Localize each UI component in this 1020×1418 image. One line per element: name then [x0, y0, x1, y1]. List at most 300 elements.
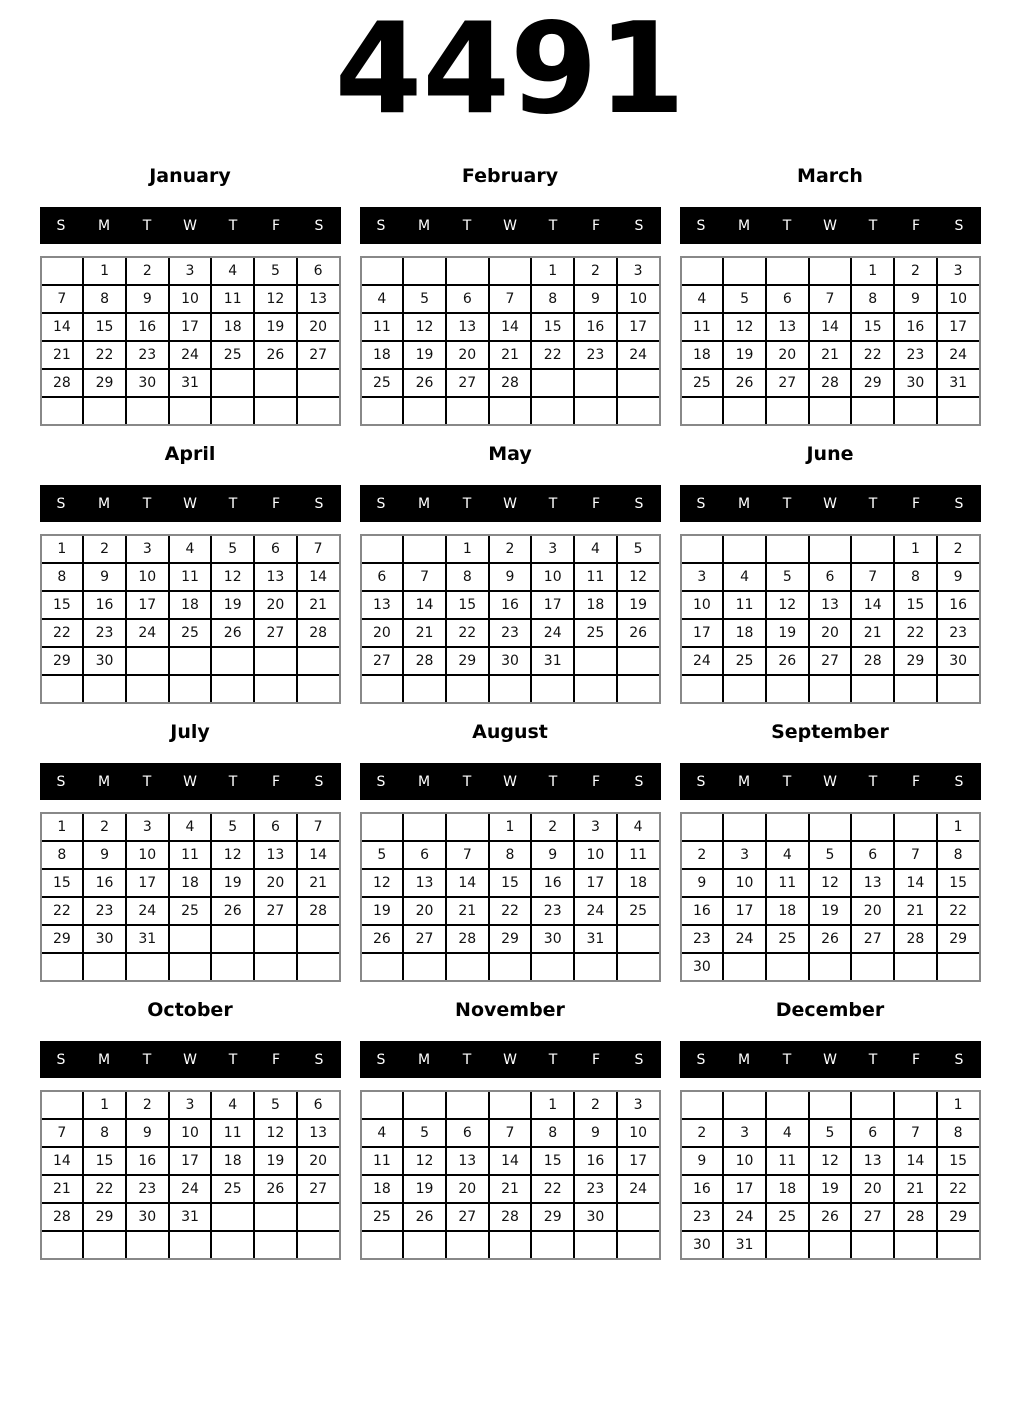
day-cell: 29 [852, 370, 893, 396]
day-cell: 28 [810, 370, 851, 396]
day-cell: 17 [532, 592, 573, 618]
day-cell: 7 [490, 1120, 531, 1146]
day-cell: 6 [298, 1092, 339, 1118]
day-cell: 9 [84, 842, 125, 868]
day-cell [170, 954, 211, 980]
day-cell: 17 [618, 1148, 659, 1174]
day-cell [362, 258, 403, 284]
day-cell [447, 1092, 488, 1118]
day-cell: 13 [767, 314, 808, 340]
day-cell [298, 954, 339, 980]
day-cell: 10 [618, 286, 659, 312]
month-block [680, 445, 981, 704]
day-cell: 8 [938, 1120, 979, 1146]
day-cell: 22 [852, 342, 893, 368]
day-cell: 2 [575, 1092, 616, 1118]
day-cell: 12 [767, 592, 808, 618]
day-cell: 4 [170, 536, 211, 562]
day-cell: 8 [84, 1120, 125, 1146]
day-cell: 5 [404, 1120, 445, 1146]
day-cell: 23 [84, 620, 125, 646]
day-cell [852, 1092, 893, 1118]
day-cell: 27 [404, 926, 445, 952]
day-cell [767, 954, 808, 980]
day-cell: 29 [42, 648, 83, 674]
day-cell: 9 [938, 564, 979, 590]
day-cell: 29 [84, 1204, 125, 1230]
day-cell: 31 [170, 1204, 211, 1230]
day-cell: 8 [84, 286, 125, 312]
day-cell: 30 [490, 648, 531, 674]
day-cell: 9 [682, 1148, 723, 1174]
day-cell: 20 [255, 870, 296, 896]
day-cell [255, 370, 296, 396]
day-cell [938, 676, 979, 702]
weekday-header [40, 485, 341, 522]
day-cell: 6 [767, 286, 808, 312]
day-cell: 21 [298, 870, 339, 896]
day-cell [447, 954, 488, 980]
day-cell: 26 [212, 898, 253, 924]
weekday-label: T [868, 1051, 878, 1068]
day-cell: 1 [938, 814, 979, 840]
day-cell: 11 [362, 1148, 403, 1174]
day-cell: 25 [682, 370, 723, 396]
day-cell [724, 676, 765, 702]
day-cell: 16 [682, 898, 723, 924]
day-cell [618, 676, 659, 702]
day-cell: 2 [84, 814, 125, 840]
day-cell: 13 [298, 286, 339, 312]
weekday-label: W [183, 1051, 197, 1068]
day-cell: 23 [575, 1176, 616, 1202]
day-cell: 1 [84, 1092, 125, 1118]
weekday-label: S [376, 1051, 386, 1068]
day-cell [575, 648, 616, 674]
day-cell [170, 1232, 211, 1258]
day-cell [682, 676, 723, 702]
day-cell: 15 [895, 592, 936, 618]
day-cell: 5 [362, 842, 403, 868]
month-name: January [149, 165, 231, 187]
day-cell: 13 [447, 314, 488, 340]
day-cell [170, 648, 211, 674]
weekday-label: F [591, 217, 601, 234]
day-cell [767, 1232, 808, 1258]
day-cell: 1 [42, 814, 83, 840]
day-cell: 11 [682, 314, 723, 340]
day-cell [810, 814, 851, 840]
day-cell [84, 1232, 125, 1258]
day-cell: 29 [532, 1204, 573, 1230]
day-cell [767, 814, 808, 840]
month-name: September [771, 721, 889, 743]
day-cell: 18 [170, 870, 211, 896]
day-cell [212, 676, 253, 702]
month-name: February [461, 165, 559, 187]
weekday-header [360, 1041, 661, 1078]
day-cell: 24 [724, 926, 765, 952]
weekday-label: F [591, 1051, 601, 1068]
day-cell: 13 [298, 1120, 339, 1146]
day-cell: 19 [724, 342, 765, 368]
day-cell: 30 [532, 926, 573, 952]
day-cell: 12 [212, 564, 253, 590]
day-cell [404, 814, 445, 840]
weekday-label: M [417, 773, 431, 790]
weekday-header [40, 207, 341, 244]
day-cell: 12 [810, 870, 851, 896]
day-cell [447, 398, 488, 424]
weekday-label: S [696, 217, 706, 234]
day-cell [618, 398, 659, 424]
day-cell [212, 648, 253, 674]
day-cell [532, 370, 573, 396]
day-cell [532, 1232, 573, 1258]
day-cell: 17 [170, 1148, 211, 1174]
day-cell [404, 954, 445, 980]
weekday-label: F [271, 495, 281, 512]
day-cell: 7 [298, 814, 339, 840]
day-cell [618, 954, 659, 980]
day-cell: 27 [852, 926, 893, 952]
weekday-label: T [548, 1051, 558, 1068]
month-name: December [775, 999, 885, 1021]
day-cell [362, 814, 403, 840]
weekday-label: S [954, 495, 964, 512]
day-cell: 8 [532, 1120, 573, 1146]
weekday-header [40, 763, 341, 800]
day-cell: 31 [170, 370, 211, 396]
day-cell [362, 954, 403, 980]
day-cell: 11 [170, 564, 211, 590]
day-cell: 29 [42, 926, 83, 952]
day-cell: 11 [575, 564, 616, 590]
day-cell: 15 [42, 592, 83, 618]
month-name: April [164, 443, 216, 465]
day-cell: 29 [938, 1204, 979, 1230]
day-cell: 14 [810, 314, 851, 340]
day-cell: 8 [895, 564, 936, 590]
day-cell: 16 [575, 314, 616, 340]
day-cell: 19 [767, 620, 808, 646]
weekday-label: W [503, 773, 517, 790]
day-cell [682, 398, 723, 424]
weekday-label: F [591, 495, 601, 512]
day-cell: 7 [852, 564, 893, 590]
day-cell: 28 [490, 370, 531, 396]
day-cell: 24 [170, 1176, 211, 1202]
day-cell [618, 926, 659, 952]
day-cell [212, 954, 253, 980]
day-cell [298, 676, 339, 702]
day-cell: 7 [42, 286, 83, 312]
month-block [40, 1001, 341, 1260]
day-cell: 16 [532, 870, 573, 896]
weekday-label: S [634, 1051, 644, 1068]
day-cell: 14 [298, 842, 339, 868]
month-name: March [797, 165, 863, 187]
weekday-label: T [462, 495, 472, 512]
day-cell: 2 [84, 536, 125, 562]
weekday-label: M [97, 495, 111, 512]
day-cell: 11 [767, 870, 808, 896]
day-cell: 25 [212, 1176, 253, 1202]
day-cell: 8 [42, 564, 83, 590]
day-cell: 9 [682, 870, 723, 896]
day-cell [298, 1232, 339, 1258]
day-cell: 21 [895, 898, 936, 924]
day-cell [298, 648, 339, 674]
weekday-label: M [737, 217, 751, 234]
day-cell: 23 [127, 342, 168, 368]
day-cell: 12 [255, 286, 296, 312]
day-cell [724, 536, 765, 562]
day-cell: 3 [170, 258, 211, 284]
day-cell: 14 [895, 870, 936, 896]
day-cell: 17 [938, 314, 979, 340]
day-cell: 30 [682, 1232, 723, 1258]
day-cell: 26 [212, 620, 253, 646]
day-cell: 9 [127, 286, 168, 312]
day-cell [852, 536, 893, 562]
weekday-label: T [462, 1051, 472, 1068]
day-cell [255, 1204, 296, 1230]
day-cell [42, 954, 83, 980]
day-cell: 29 [84, 370, 125, 396]
weekday-label: F [911, 773, 921, 790]
weekday-label: T [142, 495, 152, 512]
day-cell [404, 1232, 445, 1258]
weekday-header [680, 207, 981, 244]
weekday-label: M [417, 217, 431, 234]
day-cell [362, 1092, 403, 1118]
day-cell: 1 [852, 258, 893, 284]
day-cell: 7 [895, 1120, 936, 1146]
day-cell: 15 [447, 592, 488, 618]
day-cell: 27 [447, 370, 488, 396]
day-cell [298, 398, 339, 424]
day-cell [575, 1232, 616, 1258]
day-cell: 9 [575, 286, 616, 312]
weekday-label: T [548, 495, 558, 512]
day-cell [895, 814, 936, 840]
day-cell: 19 [618, 592, 659, 618]
day-cell [938, 398, 979, 424]
day-cell [447, 1232, 488, 1258]
weekday-label: S [376, 773, 386, 790]
day-cell [490, 258, 531, 284]
day-cell: 24 [618, 1176, 659, 1202]
day-cell [127, 398, 168, 424]
day-cell: 5 [618, 536, 659, 562]
day-cell [212, 926, 253, 952]
weekday-header [680, 763, 981, 800]
day-cell: 28 [298, 898, 339, 924]
day-cell [724, 398, 765, 424]
day-cell: 8 [42, 842, 83, 868]
day-cell: 26 [618, 620, 659, 646]
day-cell: 8 [532, 286, 573, 312]
month-block [680, 1001, 981, 1260]
day-cell [618, 648, 659, 674]
day-cell [767, 398, 808, 424]
weekday-label: F [271, 773, 281, 790]
month-block [40, 723, 341, 982]
day-cell: 19 [255, 1148, 296, 1174]
weekday-label: F [911, 495, 921, 512]
day-cell: 19 [404, 1176, 445, 1202]
day-cell: 4 [212, 1092, 253, 1118]
day-cell: 2 [682, 1120, 723, 1146]
day-cell: 21 [42, 342, 83, 368]
month-block [360, 723, 661, 982]
weekday-label: F [591, 773, 601, 790]
day-cell: 21 [852, 620, 893, 646]
day-cell [575, 370, 616, 396]
day-cell: 16 [575, 1148, 616, 1174]
day-cell: 4 [767, 842, 808, 868]
day-cell: 22 [84, 1176, 125, 1202]
day-cell: 28 [42, 370, 83, 396]
day-cell: 11 [212, 1120, 253, 1146]
day-cell: 25 [170, 898, 211, 924]
day-cell: 7 [895, 842, 936, 868]
day-cell: 2 [532, 814, 573, 840]
day-cell [618, 370, 659, 396]
day-cell: 19 [362, 898, 403, 924]
day-cell: 16 [84, 592, 125, 618]
day-cell [575, 676, 616, 702]
day-cell: 6 [447, 1120, 488, 1146]
day-cell: 27 [767, 370, 808, 396]
day-cell: 6 [255, 536, 296, 562]
day-cell: 21 [404, 620, 445, 646]
day-cell [810, 536, 851, 562]
day-cell: 29 [895, 648, 936, 674]
day-cell [255, 398, 296, 424]
day-cell: 9 [127, 1120, 168, 1146]
day-cell: 10 [682, 592, 723, 618]
day-cell: 7 [404, 564, 445, 590]
day-cell: 27 [255, 620, 296, 646]
day-cell: 25 [362, 370, 403, 396]
day-cell: 25 [618, 898, 659, 924]
weekday-label: F [911, 1051, 921, 1068]
day-cell: 17 [724, 898, 765, 924]
weekday-label: S [56, 217, 66, 234]
day-cell [575, 954, 616, 980]
weekday-label: S [314, 217, 324, 234]
day-cell: 10 [724, 870, 765, 896]
day-cell [810, 258, 851, 284]
day-cell: 4 [724, 564, 765, 590]
weekday-label: M [737, 1051, 751, 1068]
day-cell: 20 [447, 1176, 488, 1202]
day-cell [618, 1232, 659, 1258]
day-cell: 30 [575, 1204, 616, 1230]
day-grid [680, 812, 981, 982]
day-grid [360, 534, 661, 704]
day-cell: 1 [532, 258, 573, 284]
day-grid [40, 812, 341, 982]
weekday-header [360, 207, 661, 244]
day-cell: 26 [255, 342, 296, 368]
day-cell: 12 [724, 314, 765, 340]
day-cell: 26 [404, 1204, 445, 1230]
weekday-label: T [228, 217, 238, 234]
day-cell: 10 [127, 564, 168, 590]
day-cell: 25 [362, 1204, 403, 1230]
day-cell [42, 1092, 83, 1118]
day-cell: 2 [682, 842, 723, 868]
day-cell: 26 [767, 648, 808, 674]
day-cell [618, 1204, 659, 1230]
day-cell [682, 1092, 723, 1118]
day-cell: 31 [938, 370, 979, 396]
day-cell: 5 [212, 814, 253, 840]
day-cell [532, 398, 573, 424]
day-cell [298, 370, 339, 396]
day-cell [404, 258, 445, 284]
day-cell [84, 954, 125, 980]
day-cell [852, 814, 893, 840]
day-cell: 1 [895, 536, 936, 562]
weekday-label: S [314, 773, 324, 790]
day-cell [404, 676, 445, 702]
weekday-label: T [142, 217, 152, 234]
day-cell [127, 676, 168, 702]
day-cell [682, 258, 723, 284]
day-cell: 23 [682, 926, 723, 952]
day-cell [895, 1232, 936, 1258]
day-cell: 17 [682, 620, 723, 646]
weekday-label: M [97, 217, 111, 234]
day-cell [362, 676, 403, 702]
day-cell: 15 [532, 314, 573, 340]
day-grid [680, 1090, 981, 1260]
day-cell: 5 [212, 536, 253, 562]
weekday-label: W [503, 1051, 517, 1068]
day-cell: 14 [490, 1148, 531, 1174]
day-cell: 2 [127, 258, 168, 284]
day-cell: 11 [724, 592, 765, 618]
day-cell: 6 [404, 842, 445, 868]
day-cell: 20 [767, 342, 808, 368]
day-cell [127, 648, 168, 674]
day-cell: 15 [532, 1148, 573, 1174]
day-cell: 21 [810, 342, 851, 368]
day-cell: 27 [298, 1176, 339, 1202]
day-cell: 25 [724, 648, 765, 674]
day-cell: 4 [575, 536, 616, 562]
day-cell: 5 [724, 286, 765, 312]
month-block [40, 445, 341, 704]
day-cell: 18 [362, 1176, 403, 1202]
day-cell: 4 [682, 286, 723, 312]
day-cell [255, 1232, 296, 1258]
day-cell [938, 954, 979, 980]
day-cell [852, 954, 893, 980]
day-cell [724, 258, 765, 284]
day-cell: 30 [127, 370, 168, 396]
day-grid [680, 534, 981, 704]
day-cell: 27 [255, 898, 296, 924]
day-cell: 2 [490, 536, 531, 562]
day-cell: 23 [127, 1176, 168, 1202]
day-cell: 3 [532, 536, 573, 562]
day-cell: 20 [852, 898, 893, 924]
